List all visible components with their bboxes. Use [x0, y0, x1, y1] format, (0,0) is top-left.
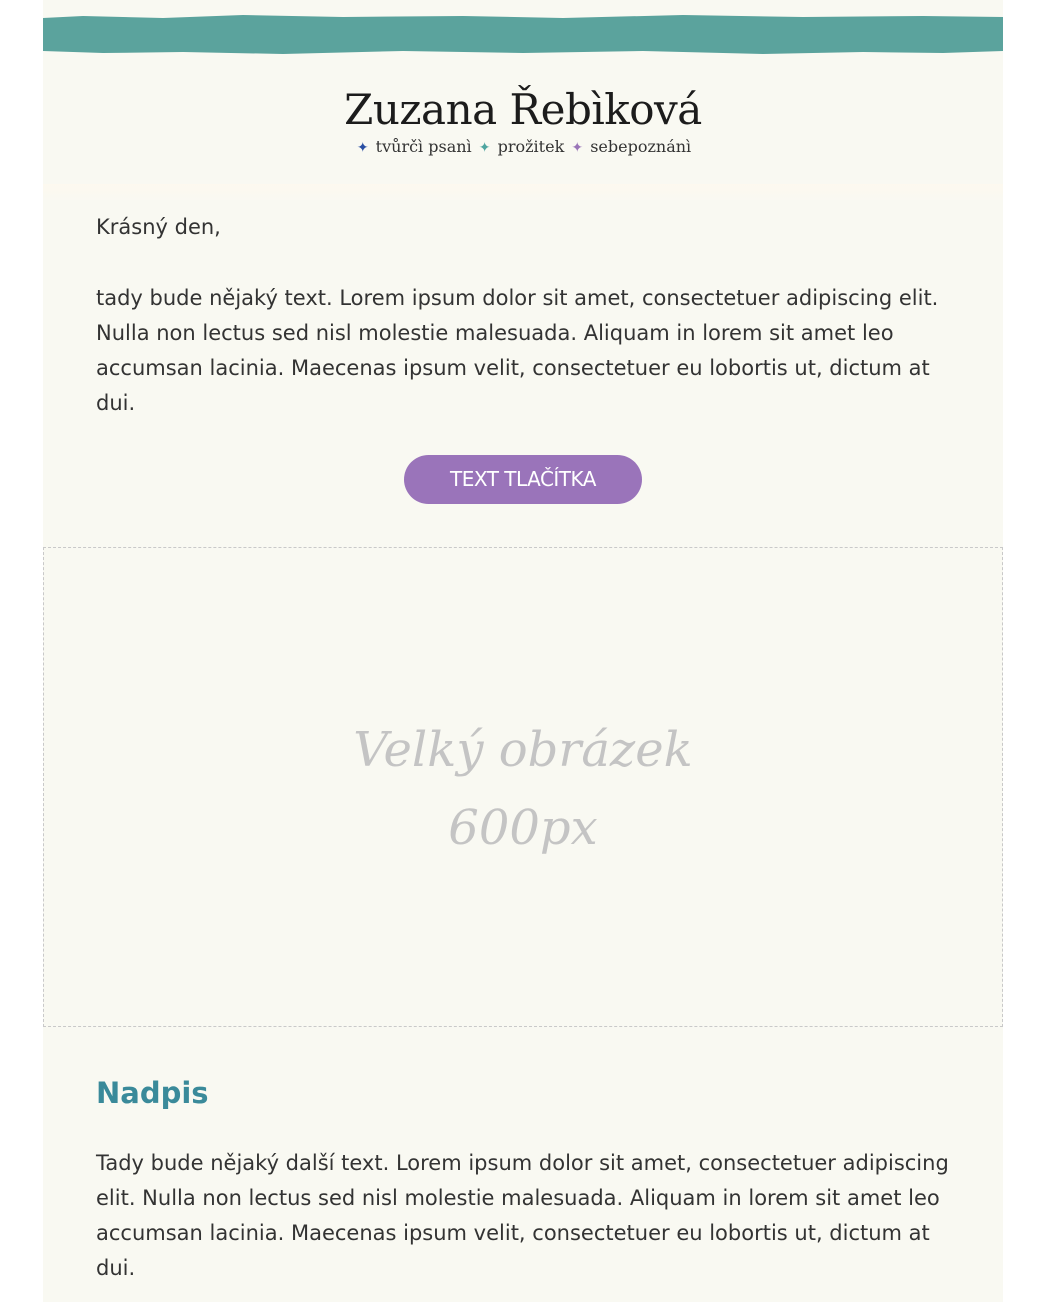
greeting-text: Krásný den,	[96, 215, 221, 239]
placeholder-label: Velký obrázek	[353, 722, 693, 778]
header-divider	[43, 184, 1003, 202]
star-icon: ✦	[571, 140, 584, 156]
star-icon: ✦	[478, 140, 491, 156]
section-heading: Nadpis	[96, 1076, 209, 1110]
placeholder-size-label: 600px	[448, 800, 598, 856]
tagline-item: prožitek	[497, 137, 565, 156]
brush-stroke-banner	[43, 15, 1003, 57]
section-paragraph: Tady bude nějaký další text. Lorem ipsum dolor sit amet, consectetuer adipiscing elit. Nulla non lectus sed nisl molestie malesuada. Aliquam in lorem sit amet leo accumsan lacinia. Maecenas ipsum velit, consectetuer eu lobortis ut, dictum at dui.	[96, 1151, 949, 1280]
header	[43, 57, 1003, 187]
cta-button[interactable]: TEXT TLAČÍTKA	[404, 455, 642, 504]
tagline-item: tvůrčì psanì	[375, 137, 472, 156]
image-placeholder	[43, 547, 1003, 1027]
intro-paragraph: tady bude nějaký text. Lorem ipsum dolor sit amet, consectetuer adipiscing elit. Nulla non lectus sed nisl molestie malesuada. Aliquam in lorem sit amet leo accumsan lacinia. Maecenas ipsum velit, consectetuer eu lobortis ut, dictum at dui.	[96, 286, 939, 415]
email-container	[43, 0, 1003, 1302]
star-icon: ✦	[356, 140, 369, 156]
logo-tagline	[43, 139, 1003, 155]
tagline-item: sebepoznánì	[590, 137, 692, 156]
logo-name: Zuzana Řebìková	[344, 85, 702, 134]
